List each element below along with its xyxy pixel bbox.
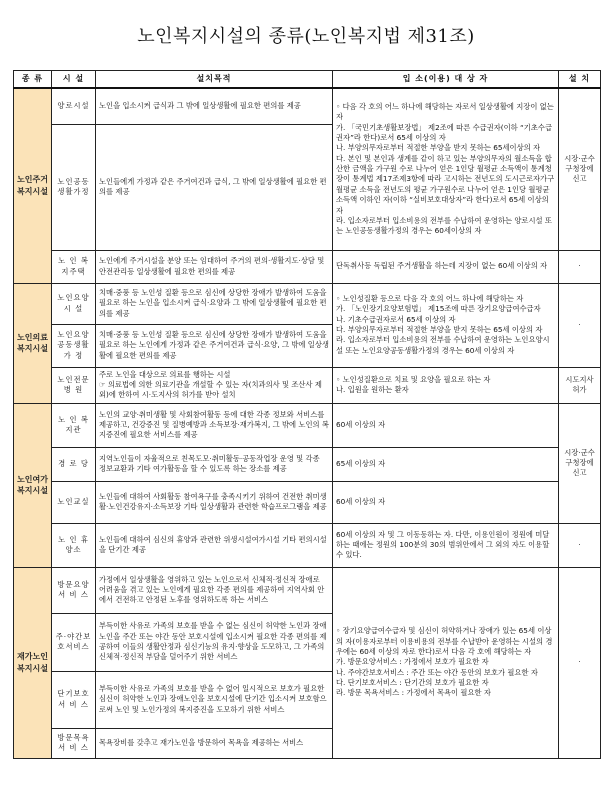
eligibility-line: ◦ 장기요양급여수급자 및 심신이 허약하거나 장애가 있는 65세 이상의 자(이용자로부터 이용비용의 전부를 수납받아 운영하는 시설의 경우에는 60세 이상의 자로 한다)로서 다음 각 호에 해당하는 자 bbox=[336, 626, 553, 657]
eligibility-line: 라. 입소자로부터 입소비용의 전부를 수납하여 운영하는 양로시설 또는 노인공동생활가정의 경우는 60세이상의 자 bbox=[336, 215, 552, 236]
facility-name: 노 인 복지관 bbox=[52, 403, 96, 447]
purpose-cell: 노인을 입소시켜 급식과 그 밖에 일상생활에 필요한 편의를 제공 bbox=[96, 88, 333, 124]
eligibility-line: ◦ 노인성질환 등으로 다음 각 호의 어느 하나에 해당하는 자 bbox=[336, 293, 524, 303]
category-cell: 재가노인 복지시설 bbox=[14, 567, 52, 758]
eligibility-line: 나. 입원을 원하는 환자 bbox=[336, 385, 409, 395]
table-row bbox=[14, 523, 601, 567]
eligibility-cell bbox=[333, 567, 559, 758]
eligibility-line: ◦ 노인성질환으로 치료 및 요양을 필요로 하는 자 bbox=[336, 374, 491, 384]
facility-name: 양로시설 bbox=[52, 88, 96, 124]
purpose-cell: 목욕장비를 갖추고 재가노인을 방문하여 목욕을 제공하는 서비스 bbox=[96, 728, 333, 758]
page-title: 노인복지시설의 종류(노인복지법 제31조) bbox=[137, 26, 475, 47]
table-row bbox=[14, 250, 601, 283]
eligibility-cell: 단독취사등 독립된 주거생활을 하는데 지장이 없는 60세 이상의 자 bbox=[333, 250, 559, 283]
table-row bbox=[14, 481, 601, 523]
table-row bbox=[14, 403, 601, 447]
table-row bbox=[14, 283, 601, 324]
facility-name: 노인전문 병 원 bbox=[52, 367, 96, 403]
eligibility-cell bbox=[333, 367, 559, 403]
table-row bbox=[14, 567, 601, 613]
header-establishment: 설 치 bbox=[559, 71, 601, 89]
purpose-line: 주로 노인을 대상으로 의료를 행하는 시설 bbox=[99, 369, 231, 379]
eligibility-line: ◦ 다음 각 호의 어느 하나에 해당하는 자로서 일상생활에 지장이 없는 자 bbox=[336, 101, 554, 122]
facility-name: 경 로 당 bbox=[52, 447, 96, 481]
purpose-cell: 부득이한 사유로 가족의 보호를 받을 수 없어 일시적으로 보호가 필요한 심신이 허약한 노인과 장애노인을 보호시설에 단기간 입소시켜 보호함으로써 노인 및 노인가정의 복지증진을 도모하기 위한 서비스 bbox=[96, 671, 333, 728]
purpose-cell: 치매·중풍 등 노인성 질환 등으로 심신에 상당한 장애가 발생하여 도움을 필요로 하는 노인을 입소시켜 급식·요양과 그 밖에 일상생활에 필요한 편의를 제공 bbox=[96, 283, 333, 324]
facility-name: 노 인 복지주택 bbox=[52, 250, 96, 283]
eligibility-line: 가. 「국민기초생활보장법」 제2조에 따른 수급권자(이하 “기초수급권자”라 한다)로서 65세 이상의 자 bbox=[336, 122, 552, 142]
eligibility-line: 다. 단기보호서비스 : 단기간의 보호가 필요한 자 bbox=[336, 678, 489, 688]
purpose-cell: 부득이한 사유로 가족의 보호를 받을 수 없는 심신이 허약한 노인과 장애노인을 주간 또는 야간 동안 보호시설에 입소시켜 필요한 각종 편의를 제공하여 이들의 생활안정과 심신기능의 유지·향상을 도모하고, 그 가족의 신체적·정신적 부담을 덜어주기 위한 서비스 bbox=[96, 613, 333, 671]
purpose-cell: 노인의 교양·취미생활 및 사회참여활동 등에 대한 각종 정보와 서비스를 제공하고, 건강증진 및 질병예방과 소득보장·재가복지, 그 밖에 노인의 복지증진에 필요한 서비스를 제공 bbox=[96, 403, 333, 447]
establishment-cell: 시장·군수 구청장에 신고 bbox=[559, 403, 601, 523]
establishment-cell: 시장·군수 구청장에 신고 bbox=[559, 88, 601, 250]
facility-name: 노인공동 생활가정 bbox=[52, 124, 96, 250]
eligibility-cell: 60세 이상의 자 bbox=[333, 481, 559, 523]
eligibility-cell: 60세 이상의 자 및 그 이동동하는 자. 다만, 이용인원이 정원에 미달하는 때에는 정원의 100분의 30의 범위안에서 그 외의 자도 이용할 수 있다. bbox=[333, 523, 559, 567]
purpose-cell: 지역노인들이 자율적으로 친목도모·취미활동·공동작업장 운영 및 각종 정보교환과 기타 여가활동을 할 수 있도록 하는 장소를 제공 bbox=[96, 447, 333, 481]
establishment-cell: · bbox=[559, 283, 601, 367]
category-cell: 노인여가 복지시설 bbox=[14, 403, 52, 567]
eligibility-line: 나. 부양의무자로부터 적절한 부양을 받지 못하는 65세이상의 자 bbox=[336, 143, 541, 153]
eligibility-line: 라. 방문 목욕서비스 : 가정에서 목욕이 필요한 자 bbox=[336, 688, 491, 698]
table-row bbox=[14, 88, 601, 124]
facility-name: 단기보호 서 비 스 bbox=[52, 671, 96, 728]
eligibility-line: 나. 주야간보호서비스 : 주간 또는 야간 동안의 보호가 필요한 자 bbox=[336, 667, 538, 677]
purpose-cell: 노인들에게 가정과 같은 주거여건과 급식, 그 밖에 일상생활에 필요한 편의를 제공 bbox=[96, 124, 333, 250]
purpose-line: ☞ 의료법에 의한 의료기관을 개설할 수 있는 자(치과의사 및 조산사 제외)에 한하여 시·도지사의 허가를 받아 설치 bbox=[99, 379, 322, 400]
purpose-cell: 노인들에 대하여 심신의 휴양과 관련한 위생시설여가시설 기타 편의시설을 단기간 제공 bbox=[96, 523, 333, 567]
eligibility-cell bbox=[333, 283, 559, 367]
category-cell: 노인주거 복지시설 bbox=[14, 88, 52, 283]
category-cell: 노인의료 복지시설 bbox=[14, 283, 52, 403]
eligibility-cell bbox=[333, 88, 559, 250]
establishment-cell: · bbox=[559, 567, 601, 758]
eligibility-cell: 60세 이상의 자 bbox=[333, 403, 559, 447]
facility-name: 노인교실 bbox=[52, 481, 96, 523]
purpose-cell: 가정에서 일상생활을 영위하고 있는 노인으로서 신체적·정신적 장애로 어려움을 겪고 있는 노인에게 필요한 각종 편의를 제공하여 지역사회 안에서 건전하고 안정된 노후를 영위하도록 하는 서비스 bbox=[96, 567, 333, 613]
header-eligibility: 입 소(이용) 대 상 자 bbox=[333, 71, 559, 89]
facility-name: 주·야간보 호서비스 bbox=[52, 613, 96, 671]
eligibility-line: 나. 기초수급권자로서 65세 이상의 자 bbox=[336, 314, 456, 324]
table-row bbox=[14, 367, 601, 403]
eligibility-line: 가. 「노인장기요양보험법」 제15조에 따른 장기요양급여수급자 bbox=[336, 304, 541, 314]
eligibility-line: 가. 방문요양서비스 : 가정에서 보호가 필요한 자 bbox=[336, 657, 489, 667]
purpose-cell bbox=[96, 367, 333, 403]
facility-name: 노인요양 공동생활 가 정 bbox=[52, 324, 96, 367]
eligibility-line: 다. 부양의무자로부터 적절한 부양을 받지 못하는 65세 이상의 자 bbox=[336, 325, 543, 334]
eligibility-line: 라. 입소자로부터 입소비용의 전부를 수납하여 운영하는 노인요양시설 또는 노인요양공동생활가정의 경우는 60세 이상의 자 bbox=[336, 335, 550, 355]
facility-name: 노인요양 시 설 bbox=[52, 283, 96, 324]
eligibility-cell: 65세 이상의 자 bbox=[333, 447, 559, 481]
purpose-cell: 노인들에 대하여 사회활동 참여욕구를 충족시키기 위하여 건전한 취미생활·노인건강유지·소득보장 기타 일상생활과 관련한 학습프로그램을 제공 bbox=[96, 481, 333, 523]
establishment-cell: · bbox=[559, 523, 601, 567]
establishment-cell: 시도지사 허가 bbox=[559, 367, 601, 403]
facility-name: 노 인 휴양소 bbox=[52, 523, 96, 567]
table-row bbox=[14, 447, 601, 481]
purpose-cell: 노인에게 주거시설을 분양 또는 임대하여 주거의 편의·생활지도·상담 및 안전관리등 일상생활에 필요한 편의를 제공 bbox=[96, 250, 333, 283]
header-facility: 시 설 bbox=[52, 71, 96, 89]
header-category: 종 류 bbox=[14, 71, 52, 89]
facility-types-table bbox=[13, 70, 601, 759]
header-purpose: 설치목적 bbox=[96, 71, 333, 89]
facility-name: 방문요양 서 비 스 bbox=[52, 567, 96, 613]
eligibility-line: 다. 본인 및 본인과 생계를 같이 하고 있는 부양의무자의 월소득을 합산한 금액을 가구원 수로 나누어 얻은 1인당 월평균 소득액이 통계청장이 통계법 제17조제3항에 따라 고시하는 전년도의 도시근로자가구 월평균 소득을 전년도의 평균 가구원수로 나누어 얻은 1인당 월평균 소득액 이하인 자(이하 “실비보호대상자”라 한다)로서 65세 이상의 자 bbox=[336, 153, 555, 215]
purpose-cell: 치매·중풍 등 노인성 질환 등으로 심신에 상당한 장애가 발생하여 도움을 필요로 하는 노인에게 가정과 같은 주거여건과 급식·요양, 그 밖에 일상생활에 필요한 편의를 제공 bbox=[96, 324, 333, 367]
establishment-cell: · bbox=[559, 250, 601, 283]
table-header-row bbox=[14, 71, 601, 89]
facility-name: 방문목욕 서 비 스 bbox=[52, 728, 96, 758]
